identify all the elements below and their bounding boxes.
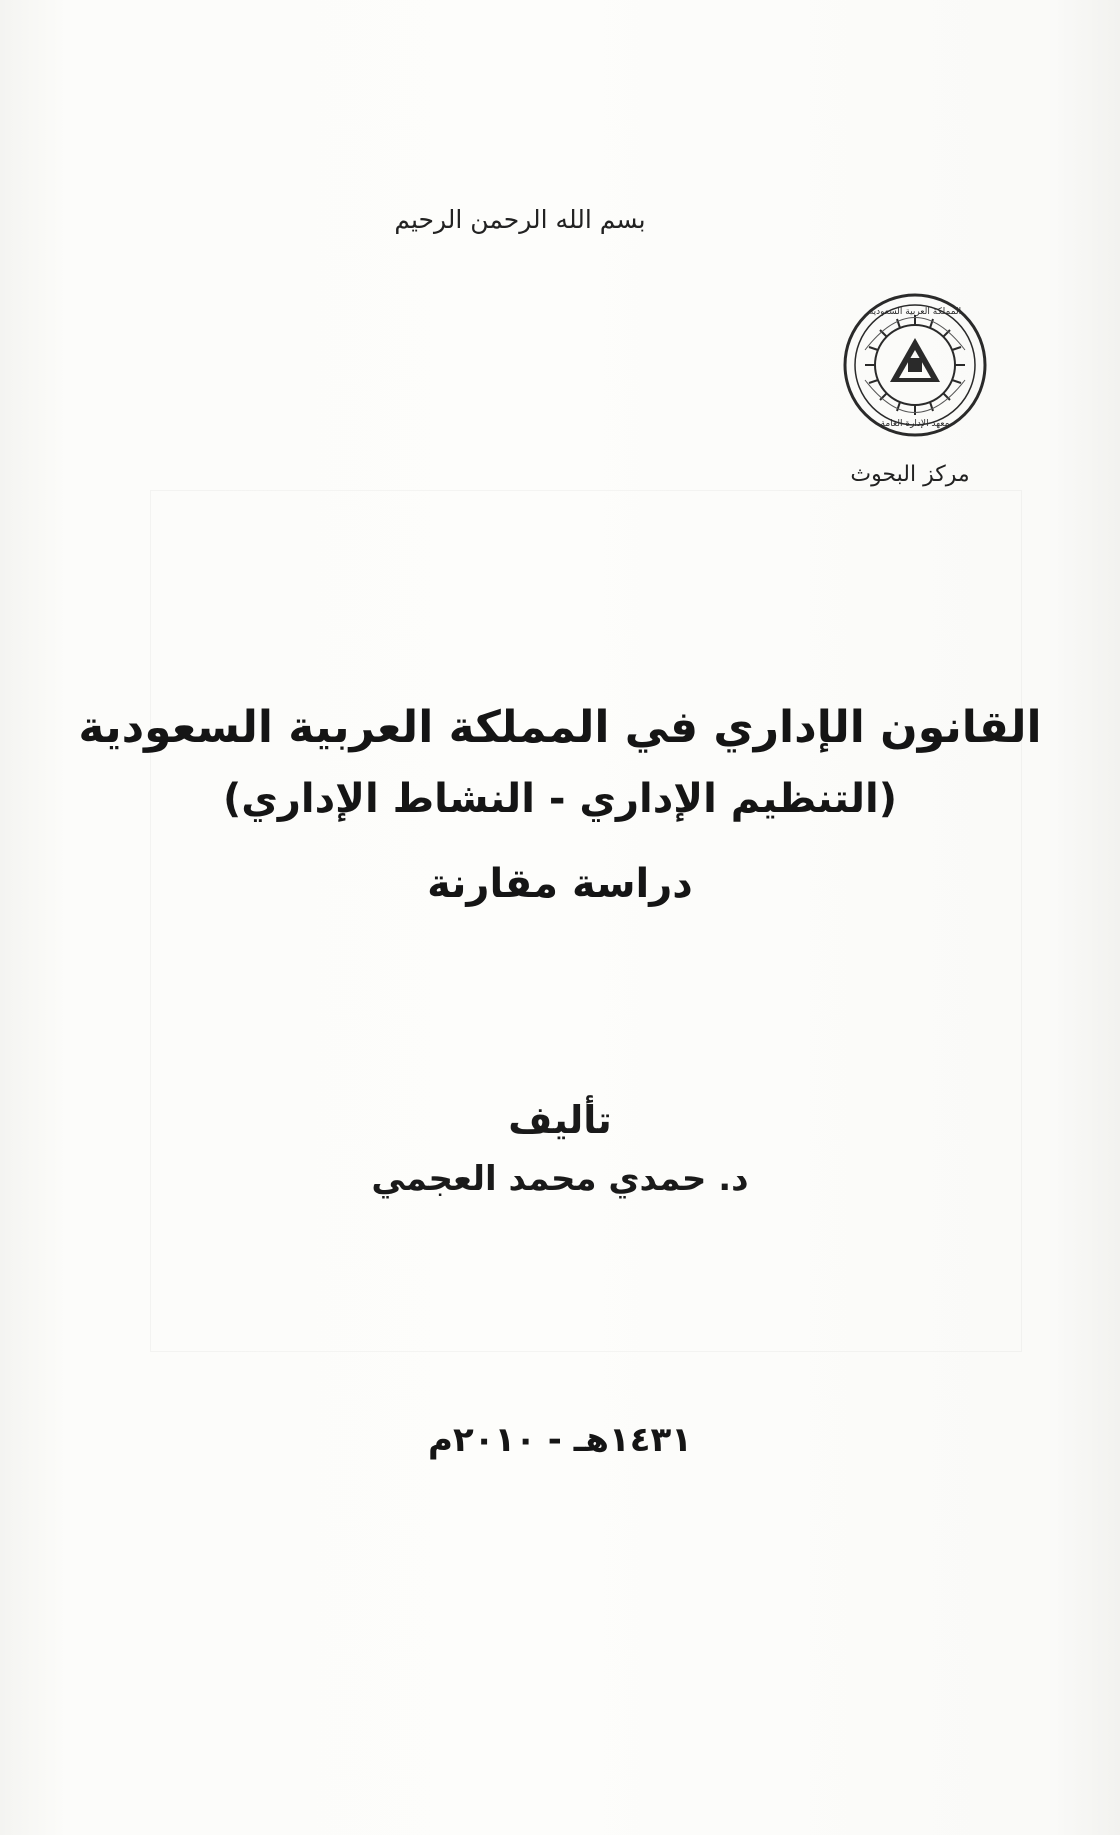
publication-date: ١٤٣١هـ - ٢٠١٠م bbox=[428, 1420, 692, 1460]
svg-text:معهد الإدارة العامة: معهد الإدارة العامة bbox=[880, 419, 950, 429]
book-type: دراسة مقارنة bbox=[427, 861, 693, 907]
author-name: د. حمدي محمد العجمي bbox=[371, 1159, 749, 1199]
svg-text:المملكة العربية السعودية: المملكة العربية السعودية bbox=[868, 307, 962, 317]
author-block bbox=[60, 1090, 1060, 1208]
show-through-frame bbox=[150, 490, 1022, 1352]
institute-seal-icon bbox=[840, 290, 990, 440]
book-subtitle: (التنظيم الإداري - النشاط الإداري) bbox=[222, 776, 898, 822]
title-block bbox=[60, 690, 1060, 914]
basmala: بسم الله الرحمن الرحيم bbox=[394, 205, 646, 234]
book-title: القانون الإداري في المملكة العربية السعودية bbox=[78, 702, 1042, 753]
author-label: تأليف bbox=[508, 1098, 612, 1142]
publisher-name: مركز البحوث bbox=[850, 462, 970, 487]
